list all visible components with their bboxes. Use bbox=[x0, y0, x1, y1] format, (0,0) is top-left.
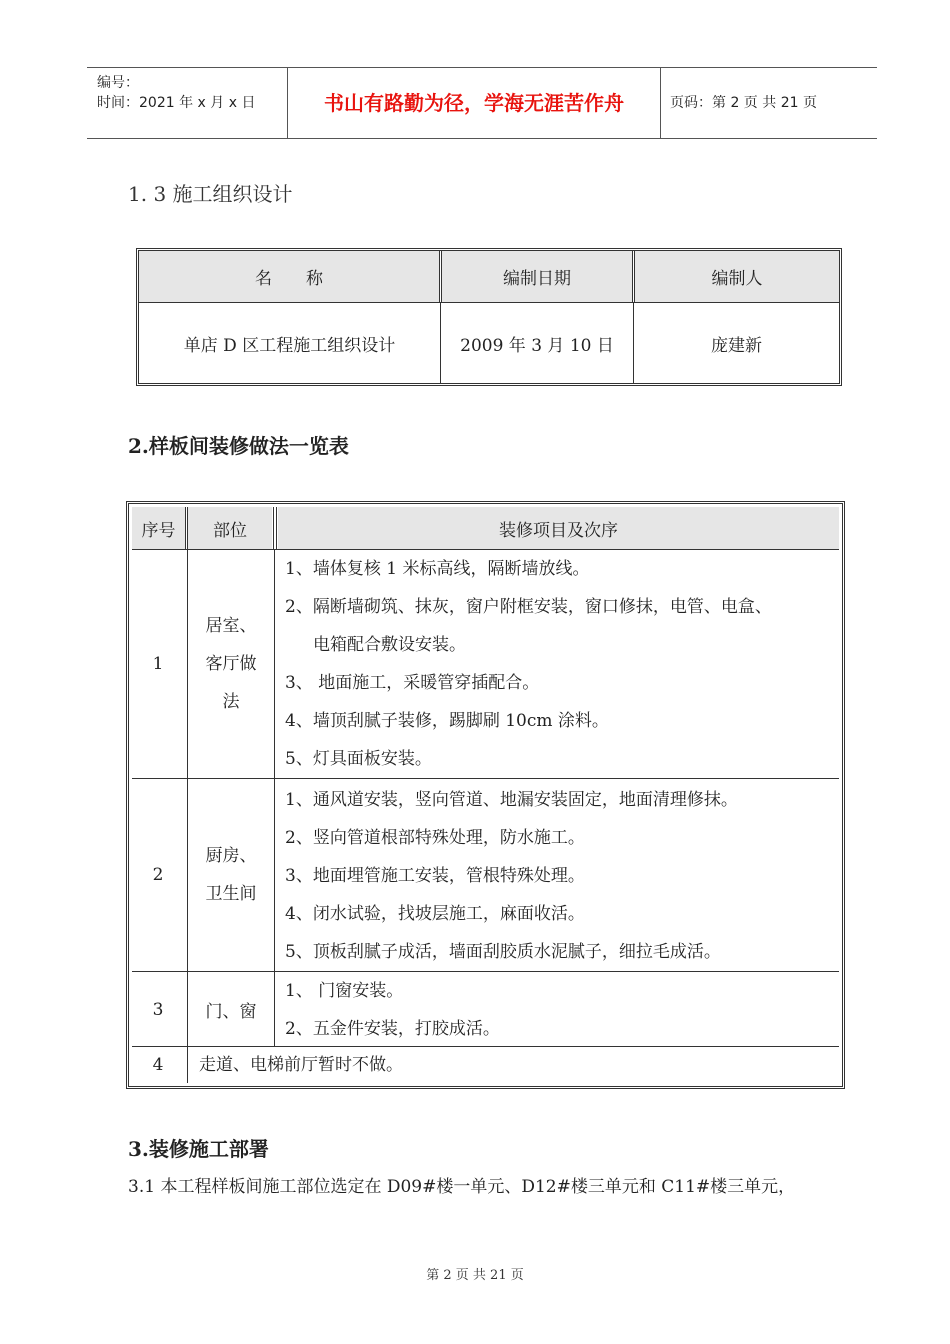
time-label: 时间：2021 年 x 月 x 日 bbox=[97, 95, 256, 111]
row2-items bbox=[275, 781, 839, 971]
section-1-3-title: 1. 3 施工组织设计 bbox=[128, 182, 293, 206]
list-item: 3、 地面施工，采暖管穿插配合。 bbox=[285, 673, 540, 693]
list-item: 2、隔断墙砌筑、抹灰，窗户附框安装，窗口修抹，电管、电盒、 bbox=[285, 597, 772, 617]
row4-note: 走道、电梯前厅暂时不做。 bbox=[199, 1055, 403, 1075]
list-item: 5、顶板刮腻子成活，墙面刮胶质水泥腻子，细拉毛成活。 bbox=[285, 942, 721, 962]
list-item: 电箱配合敷设安装。 bbox=[313, 635, 466, 655]
page-footer: 第 2 页 共 21 页 bbox=[426, 1268, 524, 1283]
doc-number-label: 编号： bbox=[97, 75, 139, 91]
table1-header-author: 编制人 bbox=[635, 251, 839, 302]
row3-items bbox=[275, 972, 839, 1047]
row2-part: 厨房、 卫生间 bbox=[205, 846, 257, 904]
section-3-paragraph: 3.1 本工程样板间施工部位选定在 D09#楼一单元、D12#楼三单元和 C11#楼三单元， bbox=[128, 1177, 796, 1197]
table2-header-items: 装修项目及次序 bbox=[278, 507, 839, 549]
row3-no: 3 bbox=[152, 999, 164, 1020]
row2-no: 2 bbox=[152, 865, 164, 885]
decoration-table bbox=[126, 501, 845, 1089]
table1-header-name: 名 称 bbox=[139, 251, 439, 302]
section-3-title: 3.装修施工部署 bbox=[128, 1137, 269, 1161]
header-page-number: 页码：第 2 页 共 21 页 bbox=[670, 95, 817, 111]
row1-part: 居室、 客厅做 法 bbox=[205, 616, 257, 712]
list-item: 4、闭水试验，找坡层施工，麻面收活。 bbox=[285, 904, 585, 924]
list-item: 1、 门窗安装。 bbox=[285, 981, 404, 1001]
row1-items bbox=[275, 550, 839, 778]
list-item: 1、通风道安装，竖向管道、地漏安装固定，地面清理修抹。 bbox=[285, 790, 738, 810]
table1-cell-date: 2009 年 3 月 10 日 bbox=[460, 335, 614, 356]
table2-header-part: 部位 bbox=[188, 507, 272, 549]
table1-cell-author: 庞建新 bbox=[711, 335, 762, 356]
list-item: 2、五金件安装，打胶成活。 bbox=[285, 1019, 500, 1039]
page-header bbox=[87, 67, 877, 139]
list-item: 5、灯具面板安装。 bbox=[285, 749, 432, 769]
list-item: 4、墙顶刮腻子装修，踢脚刷 10cm 涂料。 bbox=[285, 711, 609, 731]
list-item: 2、竖向管道根部特殊处理，防水施工。 bbox=[285, 828, 585, 848]
table1-header-date: 编制日期 bbox=[442, 251, 632, 302]
header-motto: 书山有路勤为径，学海无涯苦作舟 bbox=[324, 91, 624, 115]
list-item: 1、墙体复核 1 米标高线，隔断墙放线。 bbox=[285, 559, 590, 579]
design-info-table bbox=[136, 248, 842, 386]
row3-part: 门、窗 bbox=[205, 1002, 257, 1022]
list-item: 3、地面埋管施工安装，管根特殊处理。 bbox=[285, 866, 585, 886]
header-info bbox=[87, 68, 287, 138]
table2-header-no: 序号 bbox=[132, 507, 185, 549]
section-2-title: 2.样板间装修做法一览表 bbox=[128, 434, 349, 458]
table1-cell-name: 单店 D 区工程施工组织设计 bbox=[183, 335, 396, 356]
row4-no: 4 bbox=[152, 1055, 164, 1075]
row1-no: 1 bbox=[152, 654, 164, 674]
